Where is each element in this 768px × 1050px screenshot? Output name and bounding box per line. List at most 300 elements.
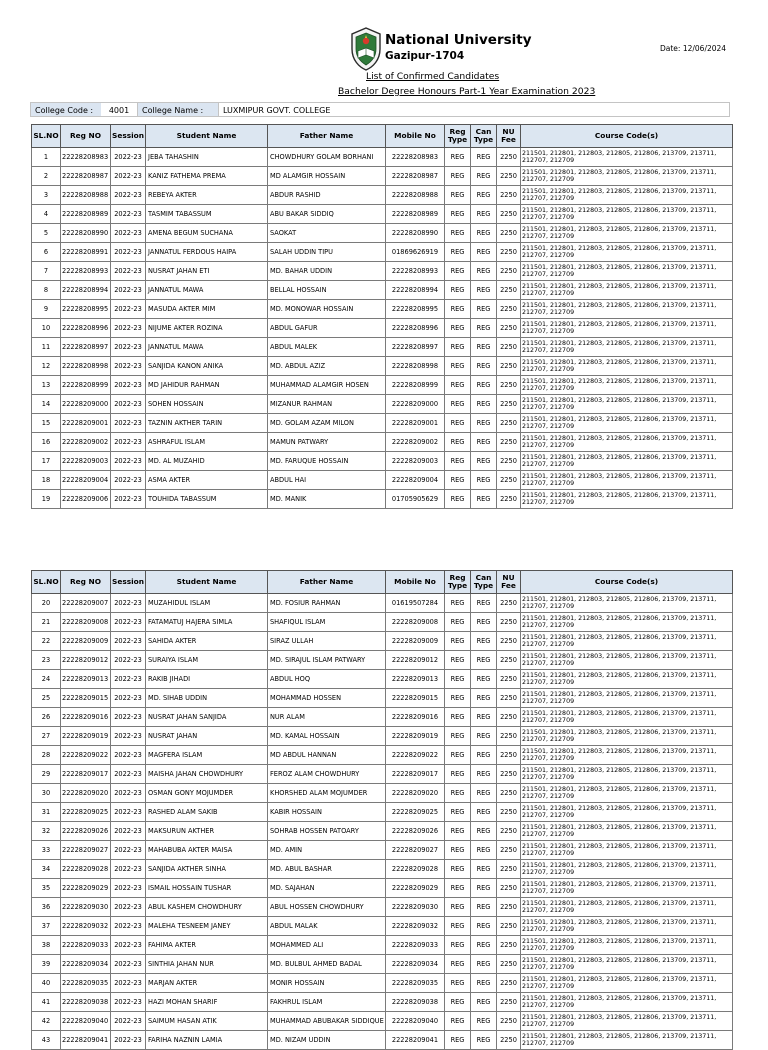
father-name-cell: ABDUL HOQ bbox=[268, 670, 386, 689]
nu-fee-cell: 2250 bbox=[497, 452, 521, 471]
mobile-no-cell: 22228209013 bbox=[386, 670, 445, 689]
nu-fee-cell: 2250 bbox=[497, 670, 521, 689]
can-type-cell: REG bbox=[471, 319, 497, 338]
table-row bbox=[32, 300, 733, 319]
table-row bbox=[32, 632, 733, 651]
student-name-cell: SANJIDA AKTHER SINHA bbox=[146, 860, 268, 879]
sl-no-cell: 36 bbox=[32, 898, 61, 917]
reg-type-cell: REG bbox=[445, 281, 471, 300]
nu-fee-cell: 2250 bbox=[497, 689, 521, 708]
student-name-cell: FATAMATUJ HAJERA SIMLA bbox=[146, 613, 268, 632]
reg-type-cell: REG bbox=[445, 689, 471, 708]
mobile-no-cell: 22228209020 bbox=[386, 784, 445, 803]
sl-no-cell: 7 bbox=[32, 262, 61, 281]
table-header-row bbox=[32, 571, 733, 594]
mobile-no-cell: 22228209015 bbox=[386, 689, 445, 708]
mobile-no-cell: 22228209030 bbox=[386, 898, 445, 917]
student-name-cell: JANNATUL MAWA bbox=[146, 338, 268, 357]
nu-fee-cell: 2250 bbox=[497, 205, 521, 224]
can-type-cell: REG bbox=[471, 1031, 497, 1050]
session-cell: 2022-23 bbox=[111, 395, 146, 414]
table-row bbox=[32, 414, 733, 433]
nu-fee-cell: 2250 bbox=[497, 898, 521, 917]
mobile-no-cell: 22228208988 bbox=[386, 186, 445, 205]
session-cell: 2022-23 bbox=[111, 186, 146, 205]
reg-no-cell: 22228209012 bbox=[61, 651, 111, 670]
father-name-cell: SOHRAB HOSSEN PATOARY bbox=[268, 822, 386, 841]
nu-fee-cell: 2250 bbox=[497, 632, 521, 651]
student-name-cell: RASHED ALAM SAKIB bbox=[146, 803, 268, 822]
mobile-no-cell: 22228209033 bbox=[386, 936, 445, 955]
sl-no-cell: 10 bbox=[32, 319, 61, 338]
mobile-no-header: Mobile No bbox=[386, 571, 445, 594]
course-codes-cell: 211501, 212801, 212803, 212805, 212806, 213709, 213711, 212707, 212709 bbox=[521, 670, 733, 689]
table-row bbox=[32, 243, 733, 262]
reg-type-cell: REG bbox=[445, 784, 471, 803]
table-row bbox=[32, 860, 733, 879]
course-codes-cell: 211501, 212801, 212803, 212805, 212806, 213709, 213711, 212707, 212709 bbox=[521, 784, 733, 803]
sl-no-cell: 12 bbox=[32, 357, 61, 376]
reg-no-cell: 22228208997 bbox=[61, 338, 111, 357]
course-codes-cell: 211501, 212801, 212803, 212805, 212806, 213709, 213711, 212707, 212709 bbox=[521, 414, 733, 433]
reg-type-cell: REG bbox=[445, 898, 471, 917]
candidates-table-page-2 bbox=[31, 570, 733, 1050]
student-name-cell: SINTHIA JAHAN NUR bbox=[146, 955, 268, 974]
table-row bbox=[32, 395, 733, 414]
student-name-cell: MAISHA JAHAN CHOWDHURY bbox=[146, 765, 268, 784]
course-codes-cell: 211501, 212801, 212803, 212805, 212806, 213709, 213711, 212707, 212709 bbox=[521, 898, 733, 917]
mobile-no-cell: 22228209026 bbox=[386, 822, 445, 841]
table-row bbox=[32, 262, 733, 281]
can-type-cell: REG bbox=[471, 651, 497, 670]
father-name-cell: NUR ALAM bbox=[268, 708, 386, 727]
course-codes-cell: 211501, 212801, 212803, 212805, 212806, 213709, 213711, 212707, 212709 bbox=[521, 224, 733, 243]
mobile-no-cell: 22228208987 bbox=[386, 167, 445, 186]
sl-no-cell: 20 bbox=[32, 594, 61, 613]
table-row bbox=[32, 651, 733, 670]
table-row bbox=[32, 433, 733, 452]
father-name-cell: MD. BULBUL AHMED BADAL bbox=[268, 955, 386, 974]
table-body bbox=[32, 148, 733, 509]
reg-type-cell: REG bbox=[445, 433, 471, 452]
session-cell: 2022-23 bbox=[111, 708, 146, 727]
nu-fee-cell: 2250 bbox=[497, 376, 521, 395]
can-type-cell: REG bbox=[471, 803, 497, 822]
course-codes-cell: 211501, 212801, 212803, 212805, 212806, 213709, 213711, 212707, 212709 bbox=[521, 338, 733, 357]
student-name-cell: MAGFERA ISLAM bbox=[146, 746, 268, 765]
can-type-cell: REG bbox=[471, 376, 497, 395]
session-cell: 2022-23 bbox=[111, 632, 146, 651]
sl-no-cell: 37 bbox=[32, 917, 61, 936]
can-type-cell: REG bbox=[471, 841, 497, 860]
reg-type-cell: REG bbox=[445, 955, 471, 974]
nu-fee-cell: 2250 bbox=[497, 167, 521, 186]
nu-fee-cell: 2250 bbox=[497, 841, 521, 860]
sl-no-cell: 21 bbox=[32, 613, 61, 632]
table-row bbox=[32, 898, 733, 917]
session-cell: 2022-23 bbox=[111, 452, 146, 471]
course-codes-cell: 211501, 212801, 212803, 212805, 212806, 213709, 213711, 212707, 212709 bbox=[521, 395, 733, 414]
reg-type-cell: REG bbox=[445, 1031, 471, 1050]
sl-no-cell: 26 bbox=[32, 708, 61, 727]
reg-no-cell: 22228209040 bbox=[61, 1012, 111, 1031]
reg-type-cell: REG bbox=[445, 376, 471, 395]
mobile-no-cell: 22228209022 bbox=[386, 746, 445, 765]
can-type-cell: REG bbox=[471, 860, 497, 879]
father-name-cell: FEROZ ALAM CHOWDHURY bbox=[268, 765, 386, 784]
can-type-cell: REG bbox=[471, 148, 497, 167]
can-type-cell: REG bbox=[471, 1012, 497, 1031]
nu-fee-cell: 2250 bbox=[497, 727, 521, 746]
mobile-no-cell: 22228208996 bbox=[386, 319, 445, 338]
session-cell: 2022-23 bbox=[111, 338, 146, 357]
sl-no-cell: 33 bbox=[32, 841, 61, 860]
course-codes-cell: 211501, 212801, 212803, 212805, 212806, 213709, 213711, 212707, 212709 bbox=[521, 262, 733, 281]
reg-type-cell: REG bbox=[445, 841, 471, 860]
father-name-cell: MUHAMMAD ABUBAKAR SIDDIQUE bbox=[268, 1012, 386, 1031]
student-name-cell: MALEHA TESNEEM JANEY bbox=[146, 917, 268, 936]
reg-type-cell: REG bbox=[445, 300, 471, 319]
reg-type-cell: REG bbox=[445, 490, 471, 509]
course-codes-cell: 211501, 212801, 212803, 212805, 212806, 213709, 213711, 212707, 212709 bbox=[521, 452, 733, 471]
sl-no-cell: 13 bbox=[32, 376, 61, 395]
student-name-cell: MD. AL MUZAHID bbox=[146, 452, 268, 471]
course-codes-cell: 211501, 212801, 212803, 212805, 212806, 213709, 213711, 212707, 212709 bbox=[521, 879, 733, 898]
can-type-cell: REG bbox=[471, 879, 497, 898]
reg-type-cell: REG bbox=[445, 338, 471, 357]
table-row bbox=[32, 955, 733, 974]
sl-no-cell: 34 bbox=[32, 860, 61, 879]
reg-type-cell: REG bbox=[445, 651, 471, 670]
can-type-cell: REG bbox=[471, 689, 497, 708]
reg-type-cell: REG bbox=[445, 613, 471, 632]
father-name-cell: KHORSHED ALAM MOJUMDER bbox=[268, 784, 386, 803]
student-name-cell: MAHABUBA AKTER MAISA bbox=[146, 841, 268, 860]
father-name-cell: MD. FOSIUR RAHMAN bbox=[268, 594, 386, 613]
session-cell: 2022-23 bbox=[111, 651, 146, 670]
student-name-cell: NUSRAT JAHAN SANJIDA bbox=[146, 708, 268, 727]
table-row bbox=[32, 993, 733, 1012]
father-name-cell: ABDUL MALEK bbox=[268, 338, 386, 357]
reg-type-header: Reg Type bbox=[445, 571, 471, 594]
reg-no-cell: 22228209007 bbox=[61, 594, 111, 613]
session-cell: 2022-23 bbox=[111, 955, 146, 974]
father-name-cell: MD. SIRAJUL ISLAM PATWARY bbox=[268, 651, 386, 670]
can-type-header: Can Type bbox=[471, 571, 497, 594]
session-cell: 2022-23 bbox=[111, 670, 146, 689]
date-value: 12/06/2024 bbox=[682, 44, 727, 53]
nu-fee-header: NU Fee bbox=[497, 125, 521, 148]
sl-no-cell: 14 bbox=[32, 395, 61, 414]
reg-no-cell: 22228209026 bbox=[61, 822, 111, 841]
mobile-no-cell: 01705905629 bbox=[386, 490, 445, 509]
can-type-cell: REG bbox=[471, 338, 497, 357]
father-name-cell: SAOKAT bbox=[268, 224, 386, 243]
mobile-no-cell: 22228209016 bbox=[386, 708, 445, 727]
college-info-bar bbox=[30, 102, 730, 117]
reg-type-cell: REG bbox=[445, 670, 471, 689]
sl-no-header: SL.NO bbox=[32, 571, 61, 594]
reg-no-cell: 22228208994 bbox=[61, 281, 111, 300]
table-row bbox=[32, 822, 733, 841]
student-name-header: Student Name bbox=[146, 571, 268, 594]
student-name-cell: HAZI MOHAN SHARIF bbox=[146, 993, 268, 1012]
student-name-cell: TASMIM TABASSUM bbox=[146, 205, 268, 224]
reg-no-header: Reg NO bbox=[61, 571, 111, 594]
reg-no-cell: 22228208990 bbox=[61, 224, 111, 243]
college-code-label: College Code : bbox=[31, 103, 101, 116]
student-name-cell: SURAIYA ISLAM bbox=[146, 651, 268, 670]
father-name-header: Father Name bbox=[268, 125, 386, 148]
father-name-header: Father Name bbox=[268, 571, 386, 594]
course-codes-cell: 211501, 212801, 212803, 212805, 212806, 213709, 213711, 212707, 212709 bbox=[521, 860, 733, 879]
course-codes-cell: 211501, 212801, 212803, 212805, 212806, 213709, 213711, 212707, 212709 bbox=[521, 1012, 733, 1031]
course-codes-cell: 211501, 212801, 212803, 212805, 212806, 213709, 213711, 212707, 212709 bbox=[521, 974, 733, 993]
nu-fee-cell: 2250 bbox=[497, 746, 521, 765]
reg-no-cell: 22228208983 bbox=[61, 148, 111, 167]
table-row bbox=[32, 689, 733, 708]
father-name-cell: ABDUL MALAK bbox=[268, 917, 386, 936]
session-cell: 2022-23 bbox=[111, 243, 146, 262]
course-codes-cell: 211501, 212801, 212803, 212805, 212806, 213709, 213711, 212707, 212709 bbox=[521, 708, 733, 727]
course-codes-cell: 211501, 212801, 212803, 212805, 212806, 213709, 213711, 212707, 212709 bbox=[521, 148, 733, 167]
college-code-value: 4001 bbox=[101, 103, 138, 116]
student-name-cell: MARJAN AKTER bbox=[146, 974, 268, 993]
course-codes-cell: 211501, 212801, 212803, 212805, 212806, 213709, 213711, 212707, 212709 bbox=[521, 632, 733, 651]
course-codes-cell: 211501, 212801, 212803, 212805, 212806, 213709, 213711, 212707, 212709 bbox=[521, 917, 733, 936]
course-codes-cell: 211501, 212801, 212803, 212805, 212806, 213709, 213711, 212707, 212709 bbox=[521, 651, 733, 670]
can-type-cell: REG bbox=[471, 746, 497, 765]
father-name-cell: MOHAMMAD HOSSEN bbox=[268, 689, 386, 708]
course-codes-cell: 211501, 212801, 212803, 212805, 212806, 213709, 213711, 212707, 212709 bbox=[521, 357, 733, 376]
student-name-header: Student Name bbox=[146, 125, 268, 148]
reg-no-cell: 22228209004 bbox=[61, 471, 111, 490]
reg-no-cell: 22228208995 bbox=[61, 300, 111, 319]
session-cell: 2022-23 bbox=[111, 879, 146, 898]
session-cell: 2022-23 bbox=[111, 262, 146, 281]
student-name-cell: MD JAHIDUR RAHMAN bbox=[146, 376, 268, 395]
table-row bbox=[32, 917, 733, 936]
nu-fee-cell: 2250 bbox=[497, 1012, 521, 1031]
nu-fee-cell: 2250 bbox=[497, 262, 521, 281]
can-type-cell: REG bbox=[471, 205, 497, 224]
reg-no-cell: 22228209035 bbox=[61, 974, 111, 993]
mobile-no-cell: 22228209027 bbox=[386, 841, 445, 860]
can-type-cell: REG bbox=[471, 727, 497, 746]
reg-no-cell: 22228209017 bbox=[61, 765, 111, 784]
sl-no-cell: 32 bbox=[32, 822, 61, 841]
reg-no-cell: 22228208996 bbox=[61, 319, 111, 338]
mobile-no-cell: 22228208990 bbox=[386, 224, 445, 243]
can-type-cell: REG bbox=[471, 357, 497, 376]
father-name-cell: MD. SAJAHAN bbox=[268, 879, 386, 898]
nu-fee-cell: 2250 bbox=[497, 148, 521, 167]
can-type-cell: REG bbox=[471, 414, 497, 433]
reg-no-cell: 22228208988 bbox=[61, 186, 111, 205]
mobile-no-cell: 01619507284 bbox=[386, 594, 445, 613]
nu-fee-cell: 2250 bbox=[497, 1031, 521, 1050]
reg-type-cell: REG bbox=[445, 632, 471, 651]
sl-no-cell: 1 bbox=[32, 148, 61, 167]
session-cell: 2022-23 bbox=[111, 613, 146, 632]
table-row bbox=[32, 452, 733, 471]
session-cell: 2022-23 bbox=[111, 205, 146, 224]
mobile-no-cell: 01869626919 bbox=[386, 243, 445, 262]
nu-fee-cell: 2250 bbox=[497, 613, 521, 632]
list-title: List of Confirmed Candidates bbox=[366, 71, 500, 82]
nu-fee-cell: 2250 bbox=[497, 993, 521, 1012]
reg-no-cell: 22228209013 bbox=[61, 670, 111, 689]
table-row bbox=[32, 471, 733, 490]
sl-no-cell: 39 bbox=[32, 955, 61, 974]
course-codes-cell: 211501, 212801, 212803, 212805, 212806, 213709, 213711, 212707, 212709 bbox=[521, 936, 733, 955]
nu-fee-cell: 2250 bbox=[497, 319, 521, 338]
father-name-cell: MD. ABUL BASHAR bbox=[268, 860, 386, 879]
session-cell: 2022-23 bbox=[111, 803, 146, 822]
table-row bbox=[32, 670, 733, 689]
can-type-cell: REG bbox=[471, 594, 497, 613]
nu-fee-cell: 2250 bbox=[497, 860, 521, 879]
reg-type-cell: REG bbox=[445, 1012, 471, 1031]
session-cell: 2022-23 bbox=[111, 1012, 146, 1031]
college-name-value: LUXMIPUR GOVT. COLLEGE bbox=[223, 106, 331, 115]
mobile-no-cell: 22228208983 bbox=[386, 148, 445, 167]
reg-no-cell: 22228209027 bbox=[61, 841, 111, 860]
student-name-cell: OSMAN GONY MOJUMDER bbox=[146, 784, 268, 803]
mobile-no-cell: 22228208997 bbox=[386, 338, 445, 357]
table-row bbox=[32, 167, 733, 186]
father-name-cell: MD. FARUQUE HOSSAIN bbox=[268, 452, 386, 471]
session-cell: 2022-23 bbox=[111, 490, 146, 509]
sl-no-cell: 23 bbox=[32, 651, 61, 670]
sl-no-cell: 16 bbox=[32, 433, 61, 452]
course-codes-cell: 211501, 212801, 212803, 212805, 212806, 213709, 213711, 212707, 212709 bbox=[521, 167, 733, 186]
student-name-cell: TAZNIN AKTHER TARIN bbox=[146, 414, 268, 433]
can-type-cell: REG bbox=[471, 974, 497, 993]
mobile-no-cell: 22228208999 bbox=[386, 376, 445, 395]
student-name-cell: RAKIB JIHADI bbox=[146, 670, 268, 689]
session-cell: 2022-23 bbox=[111, 414, 146, 433]
sl-no-cell: 4 bbox=[32, 205, 61, 224]
nu-fee-cell: 2250 bbox=[497, 765, 521, 784]
nu-fee-cell: 2250 bbox=[497, 300, 521, 319]
sl-no-cell: 43 bbox=[32, 1031, 61, 1050]
session-cell: 2022-23 bbox=[111, 148, 146, 167]
course-codes-cell: 211501, 212801, 212803, 212805, 212806, 213709, 213711, 212707, 212709 bbox=[521, 243, 733, 262]
father-name-cell: MAMUN PATWARY bbox=[268, 433, 386, 452]
father-name-cell: MD. MANIK bbox=[268, 490, 386, 509]
session-cell: 2022-23 bbox=[111, 594, 146, 613]
course-codes-cell: 211501, 212801, 212803, 212805, 212806, 213709, 213711, 212707, 212709 bbox=[521, 319, 733, 338]
student-name-cell: MAKSURUN AKTHER bbox=[146, 822, 268, 841]
table-row bbox=[32, 765, 733, 784]
father-name-cell: BELLAL HOSSAIN bbox=[268, 281, 386, 300]
session-cell: 2022-23 bbox=[111, 281, 146, 300]
reg-type-cell: REG bbox=[445, 414, 471, 433]
table-header-row bbox=[32, 125, 733, 148]
session-cell: 2022-23 bbox=[111, 224, 146, 243]
course-codes-cell: 211501, 212801, 212803, 212805, 212806, 213709, 213711, 212707, 212709 bbox=[521, 281, 733, 300]
mobile-no-cell: 22228209029 bbox=[386, 879, 445, 898]
student-name-cell: ASMA AKTER bbox=[146, 471, 268, 490]
can-type-cell: REG bbox=[471, 281, 497, 300]
course-codes-cell: 211501, 212801, 212803, 212805, 212806, 213709, 213711, 212707, 212709 bbox=[521, 186, 733, 205]
mobile-no-cell: 22228209019 bbox=[386, 727, 445, 746]
reg-type-cell: REG bbox=[445, 395, 471, 414]
sl-no-cell: 31 bbox=[32, 803, 61, 822]
mobile-no-cell: 22228209004 bbox=[386, 471, 445, 490]
session-cell: 2022-23 bbox=[111, 860, 146, 879]
sl-no-cell: 19 bbox=[32, 490, 61, 509]
course-codes-cell: 211501, 212801, 212803, 212805, 212806, 213709, 213711, 212707, 212709 bbox=[521, 841, 733, 860]
reg-no-cell: 22228209033 bbox=[61, 936, 111, 955]
table-row bbox=[32, 319, 733, 338]
sl-no-cell: 8 bbox=[32, 281, 61, 300]
can-type-cell: REG bbox=[471, 955, 497, 974]
can-type-cell: REG bbox=[471, 452, 497, 471]
session-cell: 2022-23 bbox=[111, 300, 146, 319]
father-name-cell: CHOWDHURY GOLAM BORHANI bbox=[268, 148, 386, 167]
mobile-no-header: Mobile No bbox=[386, 125, 445, 148]
reg-type-cell: REG bbox=[445, 708, 471, 727]
reg-type-cell: REG bbox=[445, 879, 471, 898]
reg-type-cell: REG bbox=[445, 357, 471, 376]
session-cell: 2022-23 bbox=[111, 822, 146, 841]
father-name-cell: ABDUL HAI bbox=[268, 471, 386, 490]
reg-no-cell: 22228209019 bbox=[61, 727, 111, 746]
mobile-no-cell: 22228209038 bbox=[386, 993, 445, 1012]
session-cell: 2022-23 bbox=[111, 974, 146, 993]
session-cell: 2022-23 bbox=[111, 319, 146, 338]
table-row bbox=[32, 338, 733, 357]
university-location: Gazipur-1704 bbox=[385, 50, 465, 62]
father-name-cell: KABIR HOSSAIN bbox=[268, 803, 386, 822]
mobile-no-cell: 22228209009 bbox=[386, 632, 445, 651]
reg-no-cell: 22228208987 bbox=[61, 167, 111, 186]
father-name-cell: MUHAMMAD ALAMGIR HOSEN bbox=[268, 376, 386, 395]
sl-no-cell: 6 bbox=[32, 243, 61, 262]
reg-type-cell: REG bbox=[445, 148, 471, 167]
can-type-cell: REG bbox=[471, 224, 497, 243]
can-type-cell: REG bbox=[471, 490, 497, 509]
father-name-cell: MD. MONOWAR HOSSAIN bbox=[268, 300, 386, 319]
father-name-cell: MD. AMIN bbox=[268, 841, 386, 860]
nu-fee-cell: 2250 bbox=[497, 224, 521, 243]
session-cell: 2022-23 bbox=[111, 167, 146, 186]
father-name-cell: MD. NIZAM UDDIN bbox=[268, 1031, 386, 1050]
mobile-no-cell: 22228209028 bbox=[386, 860, 445, 879]
session-cell: 2022-23 bbox=[111, 376, 146, 395]
father-name-cell: MD. GOLAM AZAM MILON bbox=[268, 414, 386, 433]
session-cell: 2022-23 bbox=[111, 765, 146, 784]
student-name-cell: ABUL KASHEM CHOWDHURY bbox=[146, 898, 268, 917]
table-row bbox=[32, 936, 733, 955]
sl-no-cell: 11 bbox=[32, 338, 61, 357]
session-cell: 2022-23 bbox=[111, 936, 146, 955]
father-name-cell: MIZANUR RAHMAN bbox=[268, 395, 386, 414]
reg-no-cell: 22228209000 bbox=[61, 395, 111, 414]
sl-no-cell: 25 bbox=[32, 689, 61, 708]
nu-fee-cell: 2250 bbox=[497, 708, 521, 727]
table-row bbox=[32, 148, 733, 167]
can-type-cell: REG bbox=[471, 186, 497, 205]
table-row bbox=[32, 708, 733, 727]
reg-type-cell: REG bbox=[445, 186, 471, 205]
sl-no-cell: 38 bbox=[32, 936, 61, 955]
table-row bbox=[32, 281, 733, 300]
sl-no-cell: 41 bbox=[32, 993, 61, 1012]
session-header: Session bbox=[111, 125, 146, 148]
